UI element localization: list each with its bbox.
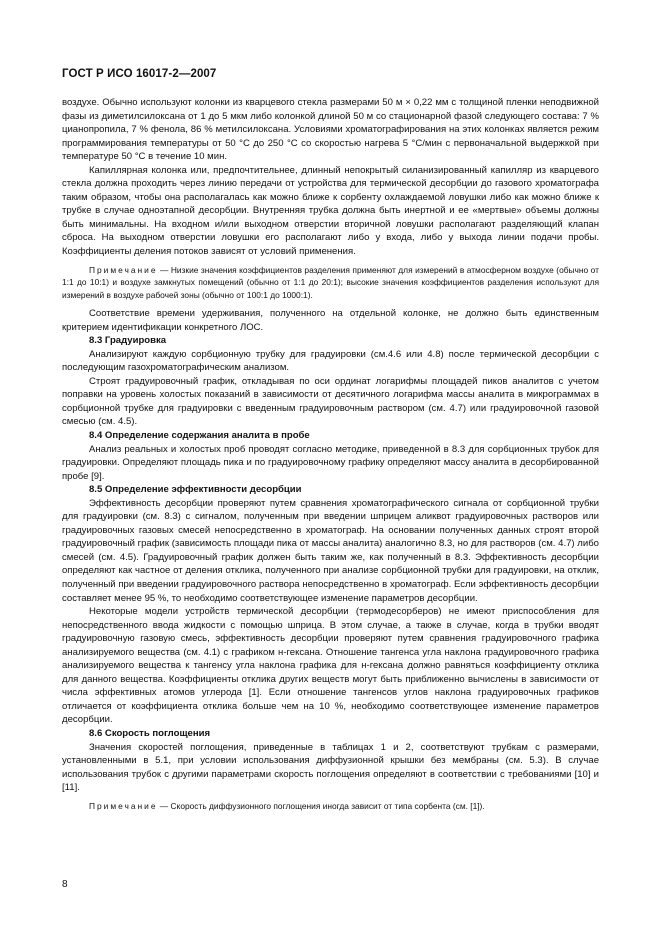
paragraph: Эффективность десорбции проверяют путем сравнения хроматографического сигнала от сорбционной трубки для градуировки (см. 8.3) с сигналом, полученным при введении шприцем аликвот градуировочных растворов или градуировочных газовых смесей непосредственно в хроматограф. На основании полученных данных строят второй градуировочный график (зависимость площади пика от массы аналита) аналогично 8.3, но для растворов (см. 4.7) либо смесей (см. 4.5). Градуировочный график должен быть таким же, как полученный в 8.3. Эффективность десорбции определяют как частное от деления отклика, полученного при анализе сорбционной трубки для градуировки, на отклик, полученный при введении градуировочного раствора непосредственно в хроматограф. Если эффективность десорбции составляет менее 95 %, то необходимо соответствующее изменение параметров десорбции. — [62, 497, 599, 604]
section-heading: 8.5 Определение эффективности десорбции — [89, 484, 302, 496]
paragraph: Некоторые модели устройств термической десорбции (термодесорберов) не имеют приспособления для непосредственного ввода жидкости с помощью шприца. В этом случае, а также в случае, когда в трубки вводят градуировочную газовую смесь, эффективность десорбции проверяют путем сравнения градуировочного графика анализируемого вещества (см. 4.1) с графиком н-гексана. Отношение тангенса угла наклона градуировочного графика анализируемого вещества к тангенсу угла наклона графика для н-гексана должно равняться коэффициенту отклика для данного вещества. Коэффициенты отклика других веществ могут быть приближенно вычислены в зависимости от числа эффективных атомов углерода [1]. Если отношение тангенсов углов наклона градуировочных графиков отличается от коэффициента отклика больше чем на 10 %, необходимо соответствующее изменение параметров десорбции. — [62, 606, 599, 726]
note-label: Примечание — [89, 800, 158, 811]
section-heading: 8.3 Градуировка — [89, 335, 167, 347]
paragraph: Соответствие времени удерживания, полученного на отдельной колонке, не должно быть единственным критерием идентификации конкретного ЛОС. — [62, 308, 599, 333]
note-label: Примечание — [89, 264, 158, 275]
note — [62, 800, 599, 813]
page-number: 8 — [62, 879, 68, 890]
note — [62, 264, 599, 302]
paragraph: воздухе. Обычно используют колонки из кварцевого стекла размерами 50 м × 0,22 мм с толщиной пленки неподвижной фазы из диметилсилоксана от 1 до 5 мкм либо колонкой длиной 50 м со стационарной фазой следующего состава: 7 % цианопропила, 7 % фенола, 86 % метилсилоксана. Условиями хроматографирования на этих колонках является режим программирования температуры от 50 °С до 250 °С со скоростью нагрева 5 °С/мин с первоначальной выдержкой при температуре 50 °С в течение 10 мин. — [62, 97, 599, 163]
paragraph: Анализируют каждую сорбционную трубку для градуировки (см.4.6 или 4.8) после термической десорбции с последующим газохроматографическим анализом. — [62, 348, 599, 374]
document-header: ГОСТ Р ИСО 16017-2—2007 — [62, 68, 217, 80]
section-heading: 8.6 Скорость поглощения — [89, 728, 211, 740]
paragraph: Анализ реальных и холостых проб проводят согласно методике, приведенной в 8.3 для сорбционных трубок для градуировки. Определяют площадь пика и по градуировочному графику определяют массу аналита в десорбированной пробе [9]. — [62, 443, 599, 482]
section-heading: 8.4 Определение содержания аналита в пробе — [89, 429, 310, 441]
note-text: — Скорость диффузионного поглощения иногда зависит от типа сорбента (см. [1]). — [157, 800, 485, 811]
paragraph: Значения скоростей поглощения, приведенные в таблицах 1 и 2, соответствуют трубкам с размерами, установленными в 5.1, при условии использования диффузионной крышки без мембраны (см. 5.3). В случае использования трубок с другими параметрами скорость поглощения определяют в соответствии с требованиями [10] и [11]. — [62, 741, 599, 794]
document-body — [62, 96, 599, 818]
paragraph: Капиллярная колонка или, предпочтительнее, длинный непокрытый силанизированный капилляр из кварцевого стекла должна проходить через линию передачи от устройства для термической десорбции до газового хроматографа таким образом, чтобы она располагалась как можно ближе к сорбенту охлаждаемой ловушки либо как можно ближе к трубке в случае одноэтапной десорбции. Внутренняя трубка должна быть инертной и ее «мертвые» объемы должны быть минимальны. На входном и/или выходном отверстии вторичной ловушки располагают разделяющий клапан сброса. На выходном отверстии ловушки его располагают либо у входа, либо у выхода линии подачи пробы. Коэффициенты деления потоков зависят от условий применения. — [62, 164, 599, 258]
paragraph: Строят градуировочный график, откладывая по оси ординат логарифмы площадей пиков аналитов с учетом поправки на уровень холостых показаний в зависимости от десятичного логарифма массы аналита в микрограммах в сорбционной трубке для градуировки с введенным градуировочным раствором (см. 4.7) или градуировочной газовой смесью (см. 4.5). — [62, 375, 599, 428]
note-text: — Низкие значения коэффициентов разделения применяют для измерений в атмосферном воздухе (обычно от 1:1 до 10:1) и воздухе замкнутых помещений (обычно от 1:1 до 20:1); высокие значения коэффициентов разделения используют для измерений в воздухе рабочей зоны (обычно от 100:1 до 1000:1). — [62, 264, 599, 300]
